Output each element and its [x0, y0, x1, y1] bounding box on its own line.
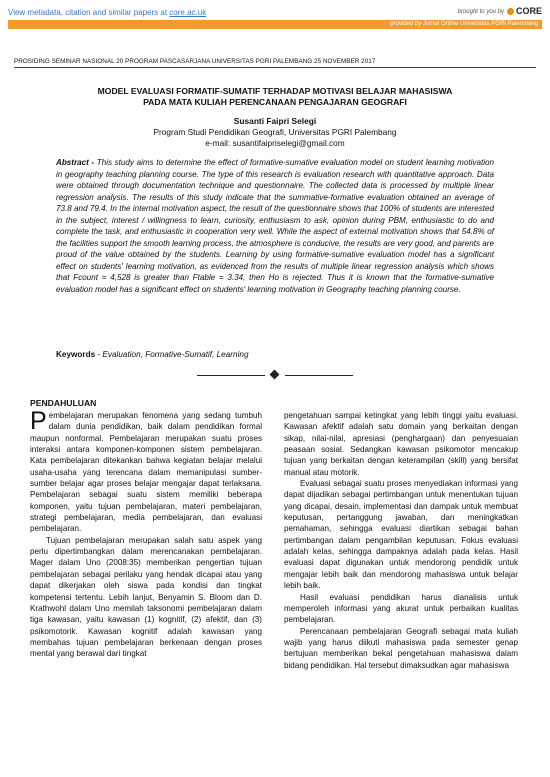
keywords-text: - Evaluation, Formative-Sumatif, Learning [95, 350, 249, 359]
keywords-label: Keywords [56, 350, 96, 359]
abstract-label: Abstract - [56, 158, 95, 167]
paragraph: Tujuan pembelajaran merupakan salah satu aspek yang perlu dipertimbangkan dalam merencanakan pembelajaran. Mager dalam Uno (2008:35) memberikan pengertian tujuan pembelajaran sebagai perilaku yang hendak dicapai atau yang dapat dikerjakan oleh siswa pada kondisi dan tingkat kompetensi tertentu. Lebih lanjut, Benyamin S. Bloom dan D. Krathwohl dalam Uno memilah taksonomi pembelajaran dalam tiga kawasan, yaitu kawasan (1) kognitif, (2) afektif, dan (3) psikomotorik. Kawasan kognitif adalah kawasan yang membahas tujuan pembelajaran berkenaan dengan proses mental yang berawal dari tingkat [30, 535, 262, 659]
paragraph: Perencanaan pembelajaran Geografi sebagai mata kuliah wajib yang harus diikuti mahasiswa pada semester genap bertujuan memberikan bekal pengetahuan mahasiswa dalam bidang pendidikan. Hal tersebut dimaksudkan agar mahasiswa [284, 626, 518, 670]
paper-title [40, 86, 510, 108]
section-divider [197, 371, 353, 381]
abstract-text: This study aims to determine the effect of formative-sumative evaluation model on student learning motivation in geography teaching planning course. The type of this research is evaluation research with quantitative approach. Data were obtained through documentation technique and questionnaire. The collected data is processed by multiple linear regression analysis. The results of this study indicate that the summative-formative evaluation obtained an average of 73.8 and 79.4. In the internal motivation aspect, the result of the questionnaire shows that 100% of students are interested in the subject, interest / willingness to learn, curiosity, enthusiasm to ask, opinion during PBM, enthusiastic to do and complete the task, and enthusiastic in cooperation very well. While the aspect of external motivation shows that 54.8% of the facilities support the smooth learning process, the atmosphere is conducive, the results are very good, and parents are proud of the value obtained by the students. Learning by using formative-sumative evaluation model has a significant effect on students' learning motivation, as evidenced from the results of multiple linear regression analysis which shows that Fcount = 4,528 is greater than Ftable = 3.34, then Ho is rejected. Thus it is known that the formative-sumative evaluation model has a significant effect on students' learning motivation in Geography teaching planning course. [56, 158, 495, 295]
divider-line-right [285, 375, 353, 376]
view-metadata-prefix: View metadata, citation and similar papers at [8, 8, 170, 17]
divider-diamond-icon [270, 370, 280, 380]
provided-by-band [8, 20, 542, 29]
core-logo-icon [507, 8, 514, 15]
author-affiliation [0, 127, 550, 149]
brought-to-you-label: brought to you by [457, 9, 504, 15]
title-line-2: PADA MATA KULIAH PERENCANAAN PENGAJARAN GEOGRAFI [143, 97, 407, 107]
drop-cap: P [30, 407, 47, 435]
paragraph [30, 407, 262, 535]
paragraph: pengetahuan sampai ketingkat yang lebih tinggi yaitu evaluasi. Kawasan afektif adalah satu domain yang berkaitan dengan sikap, nilai-nilai, apresiasi (penghargaan) dan penyesuaian peasaan sosial. Sedangkan kawasan psikomotor mencakup tujuan yang berkaitan dengan keterampilan (skill) yang bersifat manual atau motorik. [284, 411, 518, 477]
body-column-left [30, 407, 262, 660]
paragraph-text: embelajaran merupakan fenomena yang sedang tumbuh dalam dunia pendidikan, baik dalam pendidikan formal maupun nonformal. Pembelajaran merupakan suatu proses interaksi antara komponen-komponen sistem pembelajaran. Kata pembelajaran ditekankan bahwa kegiatan belajar melalui usaha-usaha yang terencana dalam memanipulasi sumber-sumber belajar agar proses belajar mengajar dapat terlaksana. Pembelajaran sebagai suatu sistem memiliki beberapa komponen, yaitu tujuan pembelajaran, materi pembelajaran, strategi pembelajaran, media pembelajaran, dan evaluasi pembelajaran. [30, 411, 262, 534]
proceedings-header: PROSIDING SEMINAR NASIONAL 20 PROGRAM PASCASARJANA UNIVERSITAS PGRI PALEMBANG 25 NOVEMBER 2017 [14, 58, 536, 68]
body-column-right [284, 410, 518, 671]
abstract [56, 157, 494, 296]
affiliation-text: Program Studi Pendidikan Geografi, Universitas PGRI Palembang [153, 127, 397, 137]
paragraph: Hasil evaluasi pendidikan harus dianalisis untuk memperoleh informasi yang akurat untuk perbaikan kualitas pembelajaran. [284, 592, 518, 625]
title-line-1: MODEL EVALUASI FORMATIF-SUMATIF TERHADAP MOTIVASI BELAJAR MAHASISWA [97, 86, 453, 96]
divider-line-left [197, 375, 265, 376]
email-text: e-mail: susantifaipriselegi@gmail.com [205, 138, 345, 148]
top-bar [0, 0, 550, 36]
core-link[interactable]: core.ac.uk [169, 8, 207, 17]
author-name: Susanti Faipri Selegi [233, 116, 317, 126]
core-logo-text: CORE [515, 6, 542, 16]
section-heading: PENDAHULUAN [30, 398, 97, 408]
provided-by-text[interactable]: provided by Jurnal Online Universitas PGRI Palembang [390, 21, 538, 27]
view-metadata-text [8, 8, 206, 17]
keywords [56, 350, 494, 359]
paragraph: Evaluasi sebagai suatu proses menyediakan informasi yang dapat dijadikan sebagai pertimbangan untuk menentukan tujuan yang dicapai, desain, implementasi dan dampak untuk membuat keputusan, pertanggung jawaban, dan meningkatkan pemahaman, sehingga evaluasi diartikan sebagai bahan pertimbangan dalam pengambilan keputusan. Fokus evaluasi adalah kelas, sehingga dampaknya adalah pada kelas. Hasil evaluasi dapat digunakan untuk mendorong pendidik untuk mengajar lebih baik dan mendorong mahasiswa untuk belajar lebih baik. [284, 479, 518, 591]
core-logo[interactable] [507, 6, 542, 16]
